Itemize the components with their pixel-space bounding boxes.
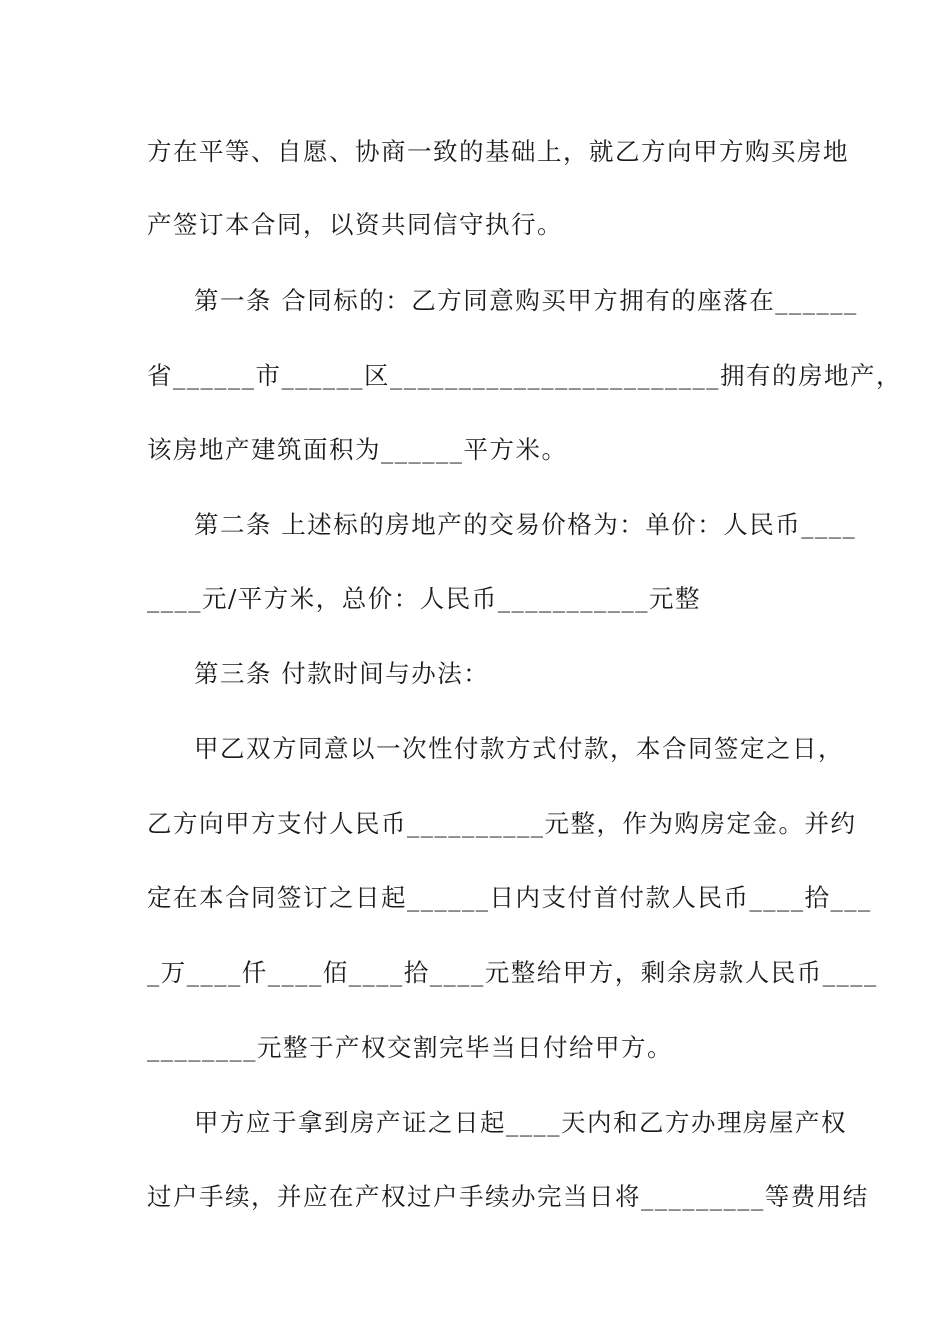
article-2-line-1: 第二条 上述标的房地产的交易价格为：单价：人民币____ <box>194 510 857 539</box>
article-1-line-3: 该房地产建筑面积为______平方米。 <box>147 435 568 464</box>
article-1-line-2: 省______市______区________________________拥有的房地产， <box>147 361 902 390</box>
payment-line-5: ________元整于产权交割完毕当日付给甲方。 <box>147 1033 673 1062</box>
paragraph-line-2: 产签订本合同，以资共同信守执行。 <box>147 210 563 239</box>
payment-line-4: _万____仟____佰____拾____元整给甲方，剩余房款人民币____ <box>147 958 878 987</box>
payment-line-3: 定在本合同签订之日起______日内支付首付款人民币____拾___ <box>147 883 872 912</box>
article-2-line-2: ____元/平方米，总价：人民币___________元整 <box>147 584 702 613</box>
payment-line-2: 乙方向甲方支付人民币__________元整，作为购房定金。并约 <box>147 809 857 838</box>
article-3-heading: 第三条 付款时间与办法： <box>194 659 490 688</box>
transfer-line-1: 甲方应于拿到房产证之日起____天内和乙方办理房屋产权 <box>194 1108 847 1137</box>
transfer-line-2: 过户手续，并应在产权过户手续办完当日将_________等费用结 <box>147 1182 869 1211</box>
payment-line-1: 甲乙双方同意以一次性付款方式付款，本合同签定之日， <box>194 734 844 763</box>
paragraph-line-1: 方在平等、自愿、协商一致的基础上，就乙方向甲方购买房地 <box>147 137 849 166</box>
article-1-line-1: 第一条 合同标的：乙方同意购买甲方拥有的座落在______ <box>194 286 858 315</box>
